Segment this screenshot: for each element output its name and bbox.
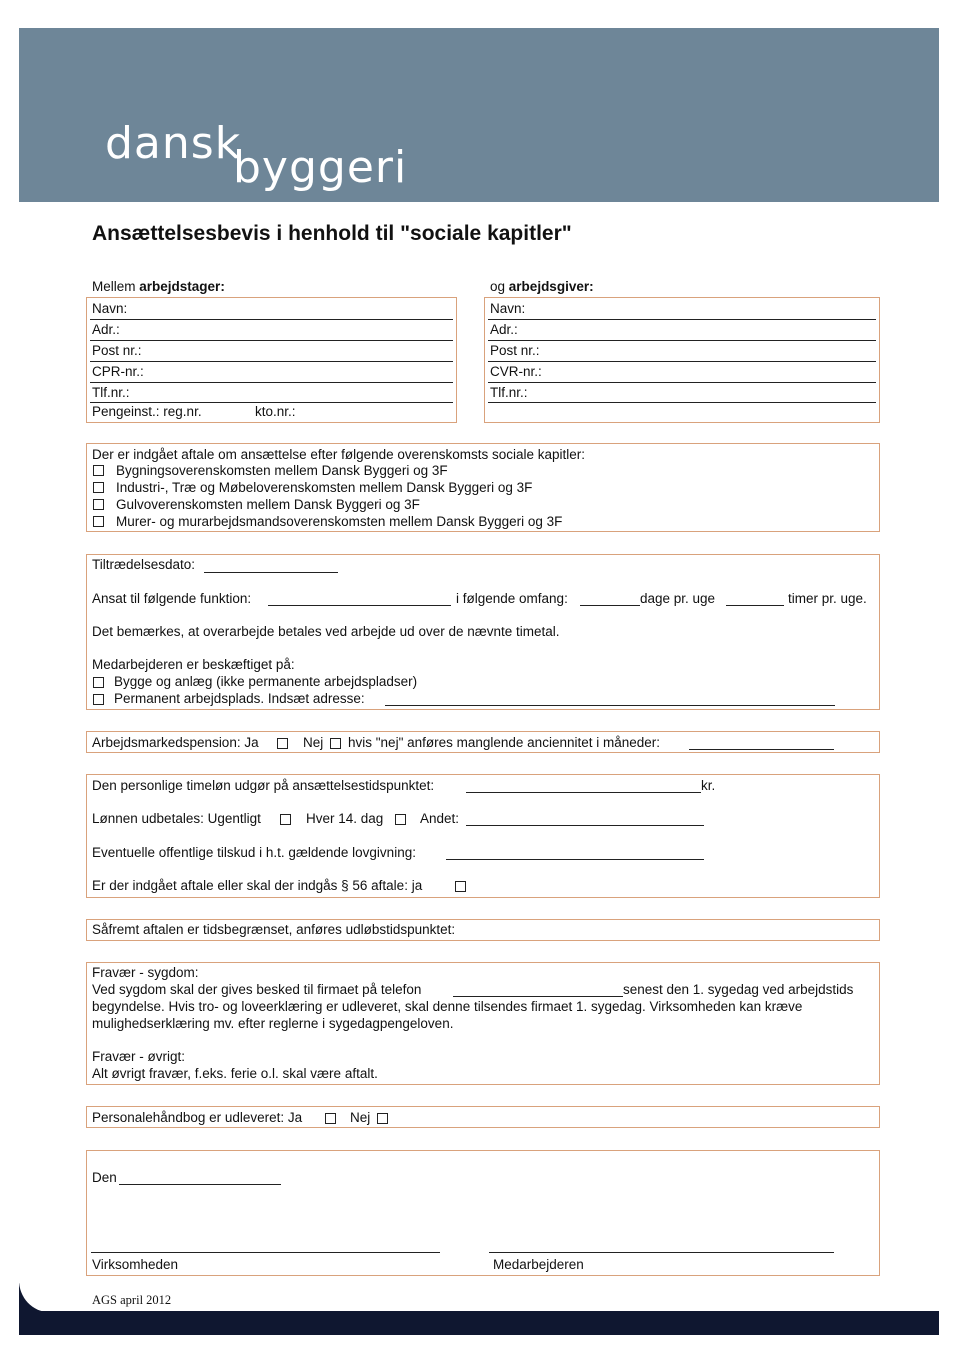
sick-line-3: mulighedserklæring mv. efter reglerne i sygedagpengeloven. [92, 1016, 454, 1031]
hours-label: timer pr. uge. [788, 591, 867, 606]
sick-line-1b: senest den 1. sygedag ved arbejdstids [623, 982, 854, 997]
pension-no-label: Nej [303, 735, 324, 750]
employee-signature-label: Medarbejderen [493, 1257, 584, 1272]
header-band [19, 28, 939, 202]
agreement-option-4: Murer- og murarbejdsmandsoverenskomsten mellem Dansk Byggeri og 3F [116, 514, 563, 529]
employer-label: arbejdsgiver: [508, 279, 594, 294]
hours-field[interactable] [726, 605, 784, 606]
pension-yes-checkbox[interactable] [277, 738, 288, 749]
handbook-no-label: Nej [350, 1110, 371, 1125]
agreement-checkbox-4[interactable] [93, 516, 104, 527]
employer-heading [490, 279, 594, 294]
subsidies-field[interactable] [446, 859, 704, 860]
date-label: Den [92, 1170, 117, 1185]
sick-line-1a: Ved sygdom skal der gives besked til firmaet på telefon [92, 982, 422, 997]
agreement-option-3: Gulvoverenskomsten mellem Dansk Byggeri og 3F [116, 497, 420, 512]
scope-label: i følgende omfang: [456, 591, 568, 606]
hourly-wage-field[interactable] [466, 792, 701, 793]
employee-postal-field[interactable] [90, 361, 453, 362]
employee-bank-reg-label: Pengeinst.: reg.nr. [92, 404, 202, 419]
employee-heading [92, 279, 225, 294]
logo-line-1: dansk [105, 118, 242, 169]
employee-cpr-field[interactable] [90, 382, 453, 383]
employer-address-label: Adr.: [490, 322, 518, 337]
sick-line-2: begyndelse. Hvis tro- og loveerklæring er udleveret, skal denne tilsendes firmaet 1. sygedag. Virksomheden kan kræve [92, 999, 803, 1014]
employee-phone-field[interactable] [90, 402, 453, 403]
section56-checkbox[interactable] [455, 881, 466, 892]
employer-phone-field[interactable] [488, 402, 876, 403]
agreement-option-1: Bygningsoverenskomsten mellem Dansk Byggeri og 3F [116, 463, 448, 478]
biweekly-label: Hver 14. dag [306, 811, 384, 826]
pension-note: hvis "nej" anføres manglende anciennitet i måneder: [348, 735, 661, 750]
employer-cvr-field[interactable] [488, 382, 876, 383]
workplace-label: Medarbejderen er beskæftiget på: [92, 657, 295, 672]
employee-name-label: Navn: [92, 301, 128, 316]
employer-box [484, 297, 880, 423]
page-title: Ansættelsesbevis i henhold til "sociale kapitler" [92, 222, 572, 245]
employee-signature-field[interactable] [489, 1252, 834, 1253]
employer-phone-label: Tlf.nr.: [490, 385, 528, 400]
employer-cvr-label: CVR-nr.: [490, 364, 542, 379]
overtime-note: Det bemærkes, at overarbejde betales ved arbejde ud over de nævnte timetal. [92, 624, 560, 639]
workplace-option-1: Bygge og anlæg (ikke permanente arbejdspladser) [114, 674, 418, 689]
agreement-checkbox-3[interactable] [93, 499, 104, 510]
employer-name-label: Navn: [490, 301, 526, 316]
hourly-wage-label: Den personlige timeløn udgør på ansættelsestidspunktet: [92, 778, 435, 793]
employee-phone-label: Tlf.nr.: [92, 385, 130, 400]
workplace-address-field[interactable] [385, 705, 835, 706]
agreement-checkbox-2[interactable] [93, 482, 104, 493]
handbook-yes-checkbox[interactable] [325, 1113, 336, 1124]
section56-label: Er der indgået aftale eller skal der indgås § 56 aftale: ja [92, 878, 423, 893]
currency-label: kr. [701, 778, 716, 793]
start-date-field[interactable] [204, 572, 338, 573]
employer-name-field[interactable] [488, 319, 876, 320]
company-signature-label: Virksomheden [92, 1257, 179, 1272]
biweekly-checkbox[interactable] [395, 814, 406, 825]
payment-label: Lønnen udbetales: Ugentligt [92, 811, 261, 826]
other-payment-label: Andet: [420, 811, 460, 826]
footer-note: AGS april 2012 [92, 1293, 172, 1307]
workplace-checkbox-1[interactable] [93, 677, 104, 688]
logo-line-2: byggeri [233, 142, 408, 193]
other-payment-field[interactable] [466, 825, 704, 826]
footer-band [19, 1311, 939, 1335]
pension-months-field[interactable] [689, 749, 834, 750]
workplace-option-2: Permanent arbejdsplads. Indsæt adresse: [114, 691, 365, 706]
function-label: Ansat til følgende funktion: [92, 591, 252, 606]
employee-bank-account-label: kto.nr.: [255, 404, 296, 419]
employer-postal-field[interactable] [488, 361, 876, 362]
employee-postal-label: Post nr.: [92, 343, 142, 358]
agreement-checkbox-1[interactable] [93, 465, 104, 476]
employer-postal-label: Post nr.: [490, 343, 540, 358]
handbook-no-checkbox[interactable] [377, 1113, 388, 1124]
subsidies-label: Eventuelle offentlige tilskud i h.t. gældende lovgivning: [92, 845, 416, 860]
function-field[interactable] [268, 605, 451, 606]
days-field[interactable] [580, 605, 640, 606]
employee-address-label: Adr.: [92, 322, 120, 337]
signature-box [86, 1150, 880, 1276]
date-field[interactable] [119, 1184, 281, 1185]
employer-prefix: og [490, 279, 506, 294]
agreement-option-2: Industri-, Træ og Møbeloverenskomsten mellem Dansk Byggeri og 3F [116, 480, 533, 495]
employer-address-field[interactable] [488, 340, 876, 341]
company-signature-field[interactable] [91, 1252, 440, 1253]
employee-label: arbejdstager: [139, 279, 225, 294]
other-absence-text: Alt øvrigt fravær, f.eks. ferie o.l. skal være aftalt. [92, 1066, 378, 1081]
start-date-label: Tiltrædelsesdato: [92, 557, 196, 572]
days-label: dage pr. uge [640, 591, 716, 606]
sick-phone-field[interactable] [453, 996, 623, 997]
handbook-label: Personalehåndbog er udleveret: Ja [92, 1110, 303, 1125]
agreements-intro: Der er indgået aftale om ansættelse efter følgende overenskomsts sociale kapitler: [92, 447, 585, 462]
employee-prefix: Mellem [92, 279, 136, 294]
fixed-term-label: Såfremt aftalen er tidsbegrænset, anføres udløbstidspunktet: [92, 922, 456, 937]
header-curve [860, 202, 940, 234]
sick-heading: Fravær - sygdom: [92, 965, 199, 980]
pension-label: Arbejdsmarkedspension: Ja [92, 735, 259, 750]
pension-no-checkbox[interactable] [330, 738, 341, 749]
employee-cpr-label: CPR-nr.: [92, 364, 144, 379]
workplace-checkbox-2[interactable] [93, 694, 104, 705]
employee-address-field[interactable] [90, 340, 453, 341]
other-absence-heading: Fravær - øvrigt: [92, 1049, 185, 1064]
weekly-checkbox[interactable] [280, 814, 291, 825]
employee-name-field[interactable] [90, 319, 453, 320]
